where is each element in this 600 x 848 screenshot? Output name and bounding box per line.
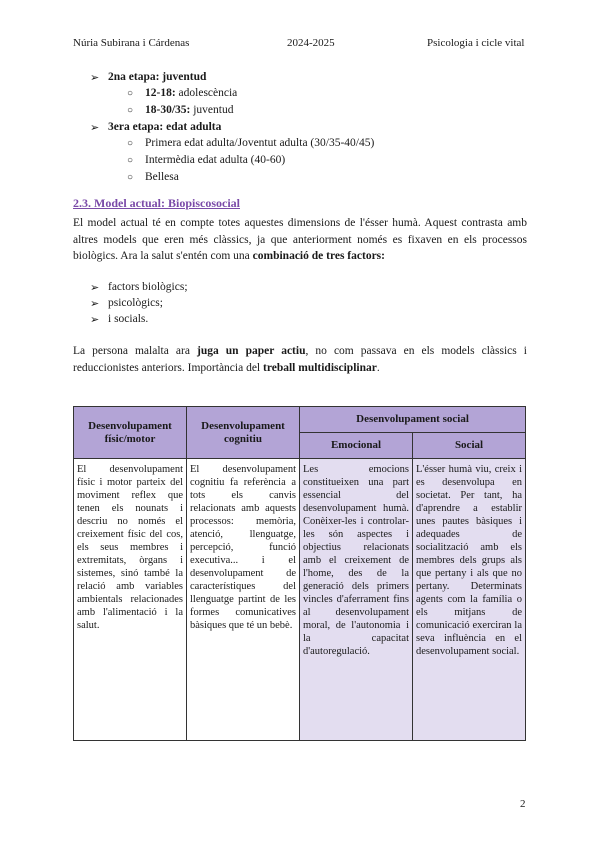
circle-bullet-icon: ○ — [127, 138, 134, 149]
circle-bullet-icon: ○ — [127, 105, 134, 116]
page-number: 2 — [520, 798, 526, 810]
table-subheader: Social — [413, 433, 526, 459]
table-subheader: Emocional — [300, 433, 413, 459]
table-cell: El desenvolupament cognitiu fa referència a tots els canvis relacionats amb aquests processos: memòria, atenció, llenguatge, percepció, funció executiva... i el desenvolupament de característiques del llenguatge partint de les formes comunicatives bàsiques que té un bebè. — [187, 459, 300, 741]
table-cell: L'ésser humà viu, creix i es desenvolupa en societat. Per tant, ha d'aprendre a establir unes pautes bàsiques i adequades de socialització amb els membres dels grups als que pertany i als que no pertany. Determinats agents com la família o els mitjans de comunicació exerciran la seva influència en el desenvolupament social. — [413, 459, 526, 741]
circle-bullet-icon: ○ — [127, 172, 134, 183]
table-cell: El desenvolupament físic i motor parteix del moviment reflex que tenen els nounats i descriu no només el creixement físic del cos, els seus membres i extremitats, òrgans i sistemes, sinó també la relació amb variables ambientals relacionades amb l'alimentació i la salut. — [74, 459, 187, 741]
section-heading: 2.3. Model actual: Biopiscosocial — [73, 196, 240, 210]
stage-item: 12-18: adolescència — [145, 87, 238, 99]
factor-item: psicològics; — [108, 297, 163, 309]
header-subject: Psicologia i cicle vital — [427, 37, 525, 49]
header-year: 2024-2025 — [287, 37, 335, 49]
arrow-bullet-icon: ➢ — [90, 282, 100, 294]
circle-bullet-icon: ○ — [127, 88, 134, 99]
table-cell: Les emocions constitueixen una part essencial del desenvolupament humà. Conèixer-les i controlar-les són aspectes i objectius relacionats amb el creixement de l'home, des de la generació dels primers vincles d'aferrament fins al desenvolupament moral, de l'autonomia i la capacitat d'autoregulació. — [300, 459, 413, 741]
header-author: Núria Subirana i Cárdenas — [73, 37, 190, 49]
development-table — [73, 406, 526, 741]
circle-bullet-icon: ○ — [127, 155, 134, 166]
stage-item: Primera edat adulta/Joventut adulta (30/35-40/45) — [145, 137, 375, 149]
stage-item: Intermèdia edat adulta (40-60) — [145, 154, 286, 166]
table-header: Desenvolupament social — [300, 407, 526, 433]
arrow-bullet-icon: ➢ — [90, 314, 100, 326]
table-header: Desenvolupament cognitiu — [187, 407, 300, 459]
arrow-bullet-icon: ➢ — [90, 72, 100, 84]
stage-title: 3era etapa: edat adulta — [108, 121, 222, 133]
arrow-bullet-icon: ➢ — [90, 122, 100, 134]
arrow-bullet-icon: ➢ — [90, 298, 100, 310]
stage-title: 2na etapa: juventud — [108, 71, 207, 83]
paragraph: La persona malalta ara juga un paper actiu, no com passava en els models clàssics i reduccionistes anteriors. Importància del treball multidisciplinar. — [73, 345, 527, 374]
stage-item: Bellesa — [145, 171, 179, 183]
table-header: Desenvolupament físic/motor — [74, 407, 187, 459]
factor-item: factors biològics; — [108, 281, 188, 293]
paragraph: El model actual té en compte totes aquestes dimensions de l'ésser humà. Aquest contrasta amb altres models que eren més clàssics, ja que anteriorment només es fixaven en els processos biològics. Ara la salut s'entén com una combinació de tres factors: — [73, 217, 527, 262]
factor-item: i socials. — [108, 313, 149, 325]
stage-item: 18-30/35: juventud — [145, 104, 234, 116]
